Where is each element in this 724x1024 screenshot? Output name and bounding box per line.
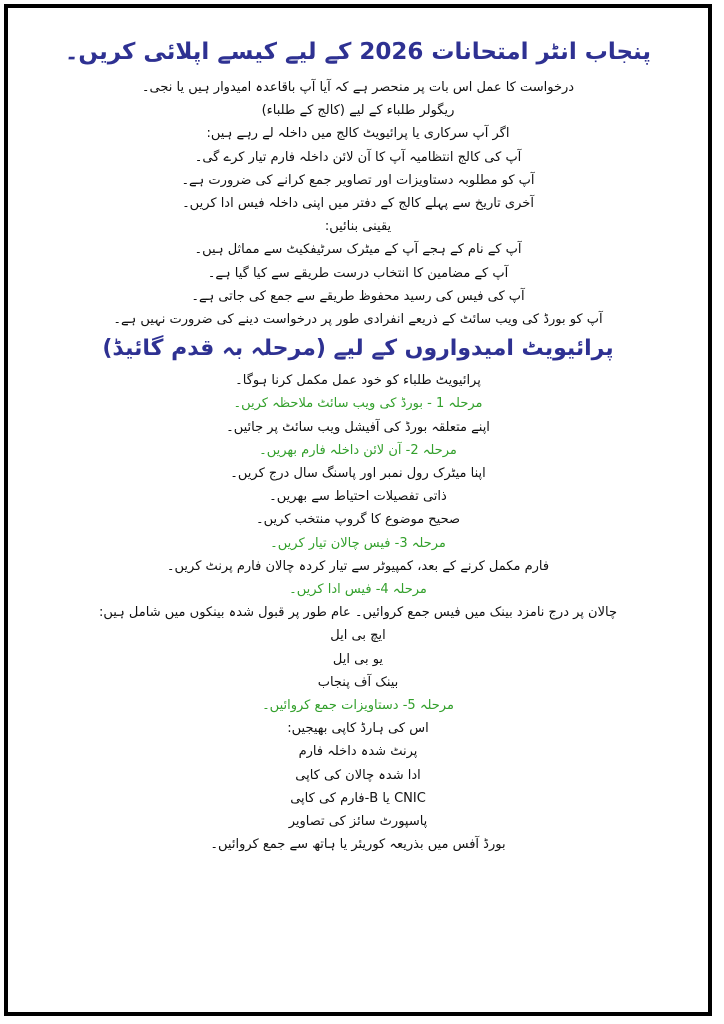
document-content — [48, 36, 668, 857]
text-line: بینک آف پنجاب — [317, 674, 399, 690]
text-line: پرنٹ شدہ داخلہ فارم — [298, 744, 418, 760]
text-line: درخواست کا عمل اس بات پر منحصر ہے کہ آیا آپ باقاعدہ امیدوار ہیں یا نجی۔ — [141, 80, 575, 95]
text-line: اس کی ہارڈ کاپی بھیجیں: — [287, 721, 429, 737]
text-line: ادا شدہ چالان کی کاپی — [295, 767, 421, 783]
text-line: آپ کو بورڈ کی ویب سائٹ کے ذریعے انفرادی طور پر درخواست دینے کی ضرورت نہیں ہے۔ — [113, 312, 603, 328]
text-line: پاسپورٹ سائز کی تصاویر — [288, 814, 428, 830]
text-line: ریگولر طلباء کے لیے (کالج کے طلباء) — [261, 103, 455, 119]
text-line: یقینی بنائیں: — [324, 219, 392, 235]
text-line: CNIC یا B-فارم کی کاپی — [290, 790, 426, 806]
text-line: آپ کے مضامین کا انتخاب درست طریقے سے کیا گیا ہے۔ — [207, 265, 509, 281]
text-line: اگر آپ سرکاری یا پرائیویٹ کالج میں داخلہ لے رہے ہیں: — [206, 126, 510, 142]
document-page — [4, 4, 712, 1016]
step-heading: مرحلہ 4- فیس ادا کریں۔ — [289, 582, 427, 598]
text-line: ایچ بی ایل — [330, 628, 386, 644]
text-line: چالان پر درج نامزد بینک میں فیس جمع کروائیں۔ عام طور پر قبول شدہ بینکوں میں شامل ہیں: — [98, 605, 618, 621]
text-line: پرائیویٹ طلباء کو خود عمل مکمل کرنا ہوگا۔ — [235, 373, 481, 389]
text-line: اپنا میٹرک رول نمبر اور پاسنگ سال درج کریں۔ — [230, 466, 486, 482]
step-heading: مرحلہ 5- دستاویزات جمع کروائیں۔ — [262, 698, 454, 714]
page-title: پنجاب انٹر امتحانات 2026 کے لیے کیسے اپلائی کریں۔ — [64, 39, 652, 65]
text-line: یو بی ایل — [332, 651, 384, 667]
text-line: صحیح موضوع کا گروپ منتخب کریں۔ — [255, 512, 461, 528]
text-line: فارم مکمل کرنے کے بعد، کمپیوٹر سے تیار کردہ چالان فارم پرنٹ کریں۔ — [166, 558, 550, 574]
text-line: ذاتی تفصیلات احتیاط سے بھریں۔ — [269, 489, 447, 505]
text-line: بورڈ آفس میں بذریعہ کوریئر یا ہاتھ سے جمع کروائیں۔ — [210, 837, 506, 853]
text-line: آپ کی کالج انتظامیہ آپ کا آن لائن داخلہ فارم تیار کرے گی۔ — [194, 149, 522, 165]
step-heading: مرحلہ 2- آن لائن داخلہ فارم بھریں۔ — [259, 442, 457, 458]
step-heading: مرحلہ 3- فیس چالان تیار کریں۔ — [270, 535, 446, 551]
private-candidates-section — [48, 369, 668, 856]
text-line: اپنے متعلقہ بورڈ کی آفیشل ویب سائٹ پر جائیں۔ — [226, 419, 490, 435]
regular-students-section — [48, 76, 668, 331]
text-line: آخری تاریخ سے پہلے کالج کے دفتر میں اپنی داخلہ فیس ادا کریں۔ — [182, 196, 534, 212]
text-line: آپ کو مطلوبہ دستاویزات اور تصاویر جمع کرانے کی ضرورت ہے۔ — [181, 172, 535, 188]
text-line: آپ کی فیس کی رسید محفوظ طریقے سے جمع کی جاتی ہے۔ — [191, 288, 525, 304]
text-line: آپ کے نام کے ہجے آپ کے میٹرک سرٹیفکیٹ سے مماثل ہیں۔ — [194, 242, 522, 258]
private-candidates-heading: پرائیویٹ امیدواروں کے لیے (مرحلہ بہ قدم گائیڈ) — [102, 336, 614, 362]
step-heading: مرحلہ 1 - بورڈ کی ویب سائٹ ملاحظہ کریں۔ — [233, 396, 483, 412]
